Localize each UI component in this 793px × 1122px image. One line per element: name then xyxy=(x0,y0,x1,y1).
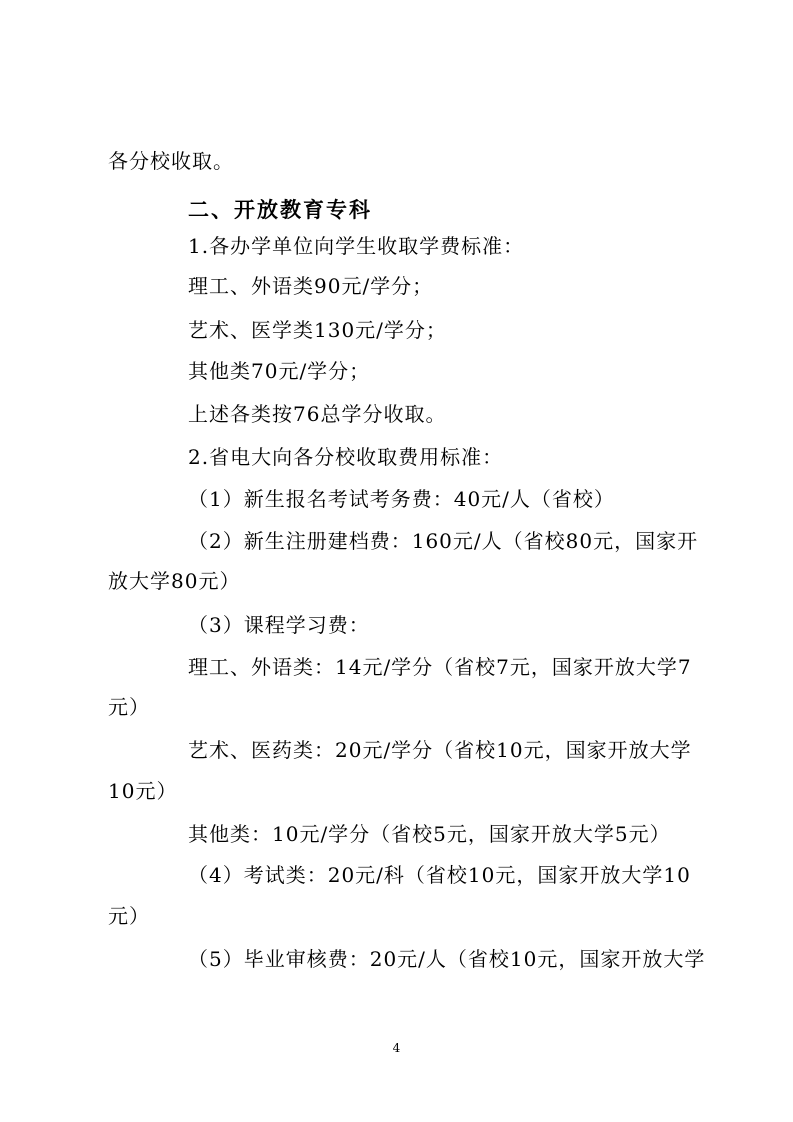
paragraph-line: 元） xyxy=(108,904,150,928)
paragraph-line: 放大学80元） xyxy=(108,569,241,593)
page-number: 4 xyxy=(392,1041,401,1055)
paragraph-line: （2）新生注册建档费：160元/人（省校80元，国家开 xyxy=(188,529,699,553)
paragraph-line: 其他类70元/学分； xyxy=(188,359,371,383)
paragraph-line: 元） xyxy=(108,695,150,719)
paragraph-line: 艺术、医学类130元/学分； xyxy=(188,318,447,342)
paragraph-line: （4）考试类：20元/科（省校10元，国家开放大学10 xyxy=(188,863,691,887)
paragraph-line: 各分校收取。 xyxy=(108,149,234,173)
paragraph-line: 1.各办学单位向学生收取学费标准： xyxy=(188,234,525,258)
paragraph-line: （3）课程学习费： xyxy=(188,613,370,637)
paragraph-line: （1）新生报名考试考务费：40元/人（省校） xyxy=(188,487,615,511)
paragraph-line: 其他类：10元/学分（省校5元，国家开放大学5元） xyxy=(188,822,671,846)
paragraph-line: 理工、外语类90元/学分； xyxy=(188,274,434,298)
paragraph-line: 10元） xyxy=(108,779,178,803)
paragraph-line: 上述各类按76总学分收取。 xyxy=(188,402,447,426)
paragraph-line: 2.省电大向各分校收取费用标准： xyxy=(188,445,504,469)
paragraph-line: 艺术、医药类：20元/学分（省校10元，国家开放大学 xyxy=(188,738,692,762)
paragraph-line: （5）毕业审核费：20元/人（省校10元，国家开放大学 xyxy=(188,947,706,971)
section-heading: 二、开放教育专科 xyxy=(188,198,372,222)
paragraph-line: 理工、外语类：14元/学分（省校7元，国家开放大学7 xyxy=(188,655,692,679)
